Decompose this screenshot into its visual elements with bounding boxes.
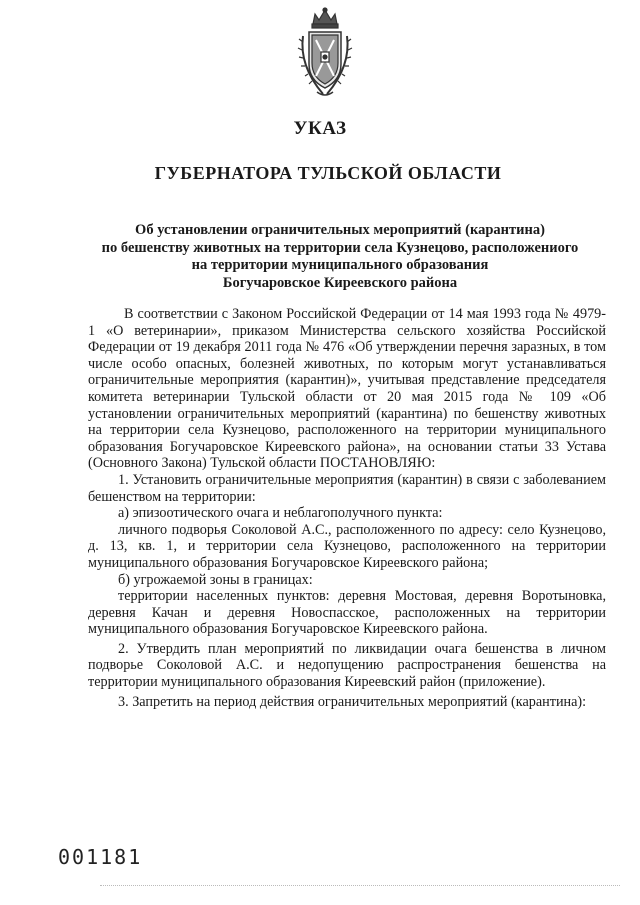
- coat-of-arms-icon: [297, 6, 353, 100]
- clause-1b-text: территории населенных пунктов: деревня Мостовая, деревня Воротыновка, деревня Качан и деревня Новоспасское, расположенных на территории муниципального образования Богучаровское Киреевского района.: [88, 588, 606, 638]
- clause-1a: а) эпизоотического очага и неблагополучного пункта:: [118, 505, 443, 522]
- preamble-paragraph: В соответствии с Законом Российской Федерации от 14 мая 1993 года № 4979-1 «О ветеринарии», приказом Министерства сельского хозяйства Российской Федерации от 19 декабря 2011 года № 476 «Об утверждении перечня заразных, в том числе особо опасных, болезней животных, по которым могут устанавливаться ограничительные мероприятия (карантин)», учитывая представление председателя комитета ветеринарии Тульской области от 20 мая 2015 года № 109 «Об установлении ограничительных мероприятий (карантина) по бешенству животных на территории села Кузнецово, расположенного на территории муниципального образования Богучаровское Киреевского района», на основании статьи 33 Устава (Основного Закона) Тульской области ПОСТАНОВЛЯЮ:: [88, 306, 606, 472]
- serial-number: 001181: [58, 845, 143, 869]
- document-title: УКАЗ: [293, 118, 347, 139]
- decree-body: [88, 306, 606, 710]
- heading-line: по бешенству животных на территории села Кузнецово, расположениого: [101, 239, 579, 256]
- clause-2: 2. Утвердить план мероприятий по ликвидации очага бешенства в личном подворье Соколовой А.С. и недопущению распространения бешенства на территории муниципального образования Киреевский район (приложение).: [88, 640, 606, 691]
- document-subtitle: ГУБЕРНАТОРА ТУЛЬСКОЙ ОБЛАСТИ: [154, 163, 502, 183]
- clause-1: 1. Установить ограничительные мероприятия (карантин) в связи с заболеванием бешенством на территории:: [88, 471, 606, 505]
- scan-artifact-line: [100, 885, 620, 887]
- heading-line: на территории муниципального образования: [191, 257, 489, 273]
- heading-line: Об установлении ограничительных мероприятий (карантина): [135, 222, 545, 238]
- clause-1a-text: личного подворья Соколовой А.С., расположенного по адресу: село Кузнецово, д. 13, кв. 1, и территории села Кузнецово, расположенного на территории муниципального образования Богучаровское Киреевского района;: [88, 521, 606, 571]
- clause-1b: б) угрожаемой зоны в границах:: [118, 571, 313, 588]
- heading-line: Богучаровское Киреевского района: [222, 274, 458, 291]
- decree-heading: [80, 222, 600, 292]
- clause-3: 3. Запретить на период действия ограничительных мероприятий (карантина):: [118, 693, 587, 710]
